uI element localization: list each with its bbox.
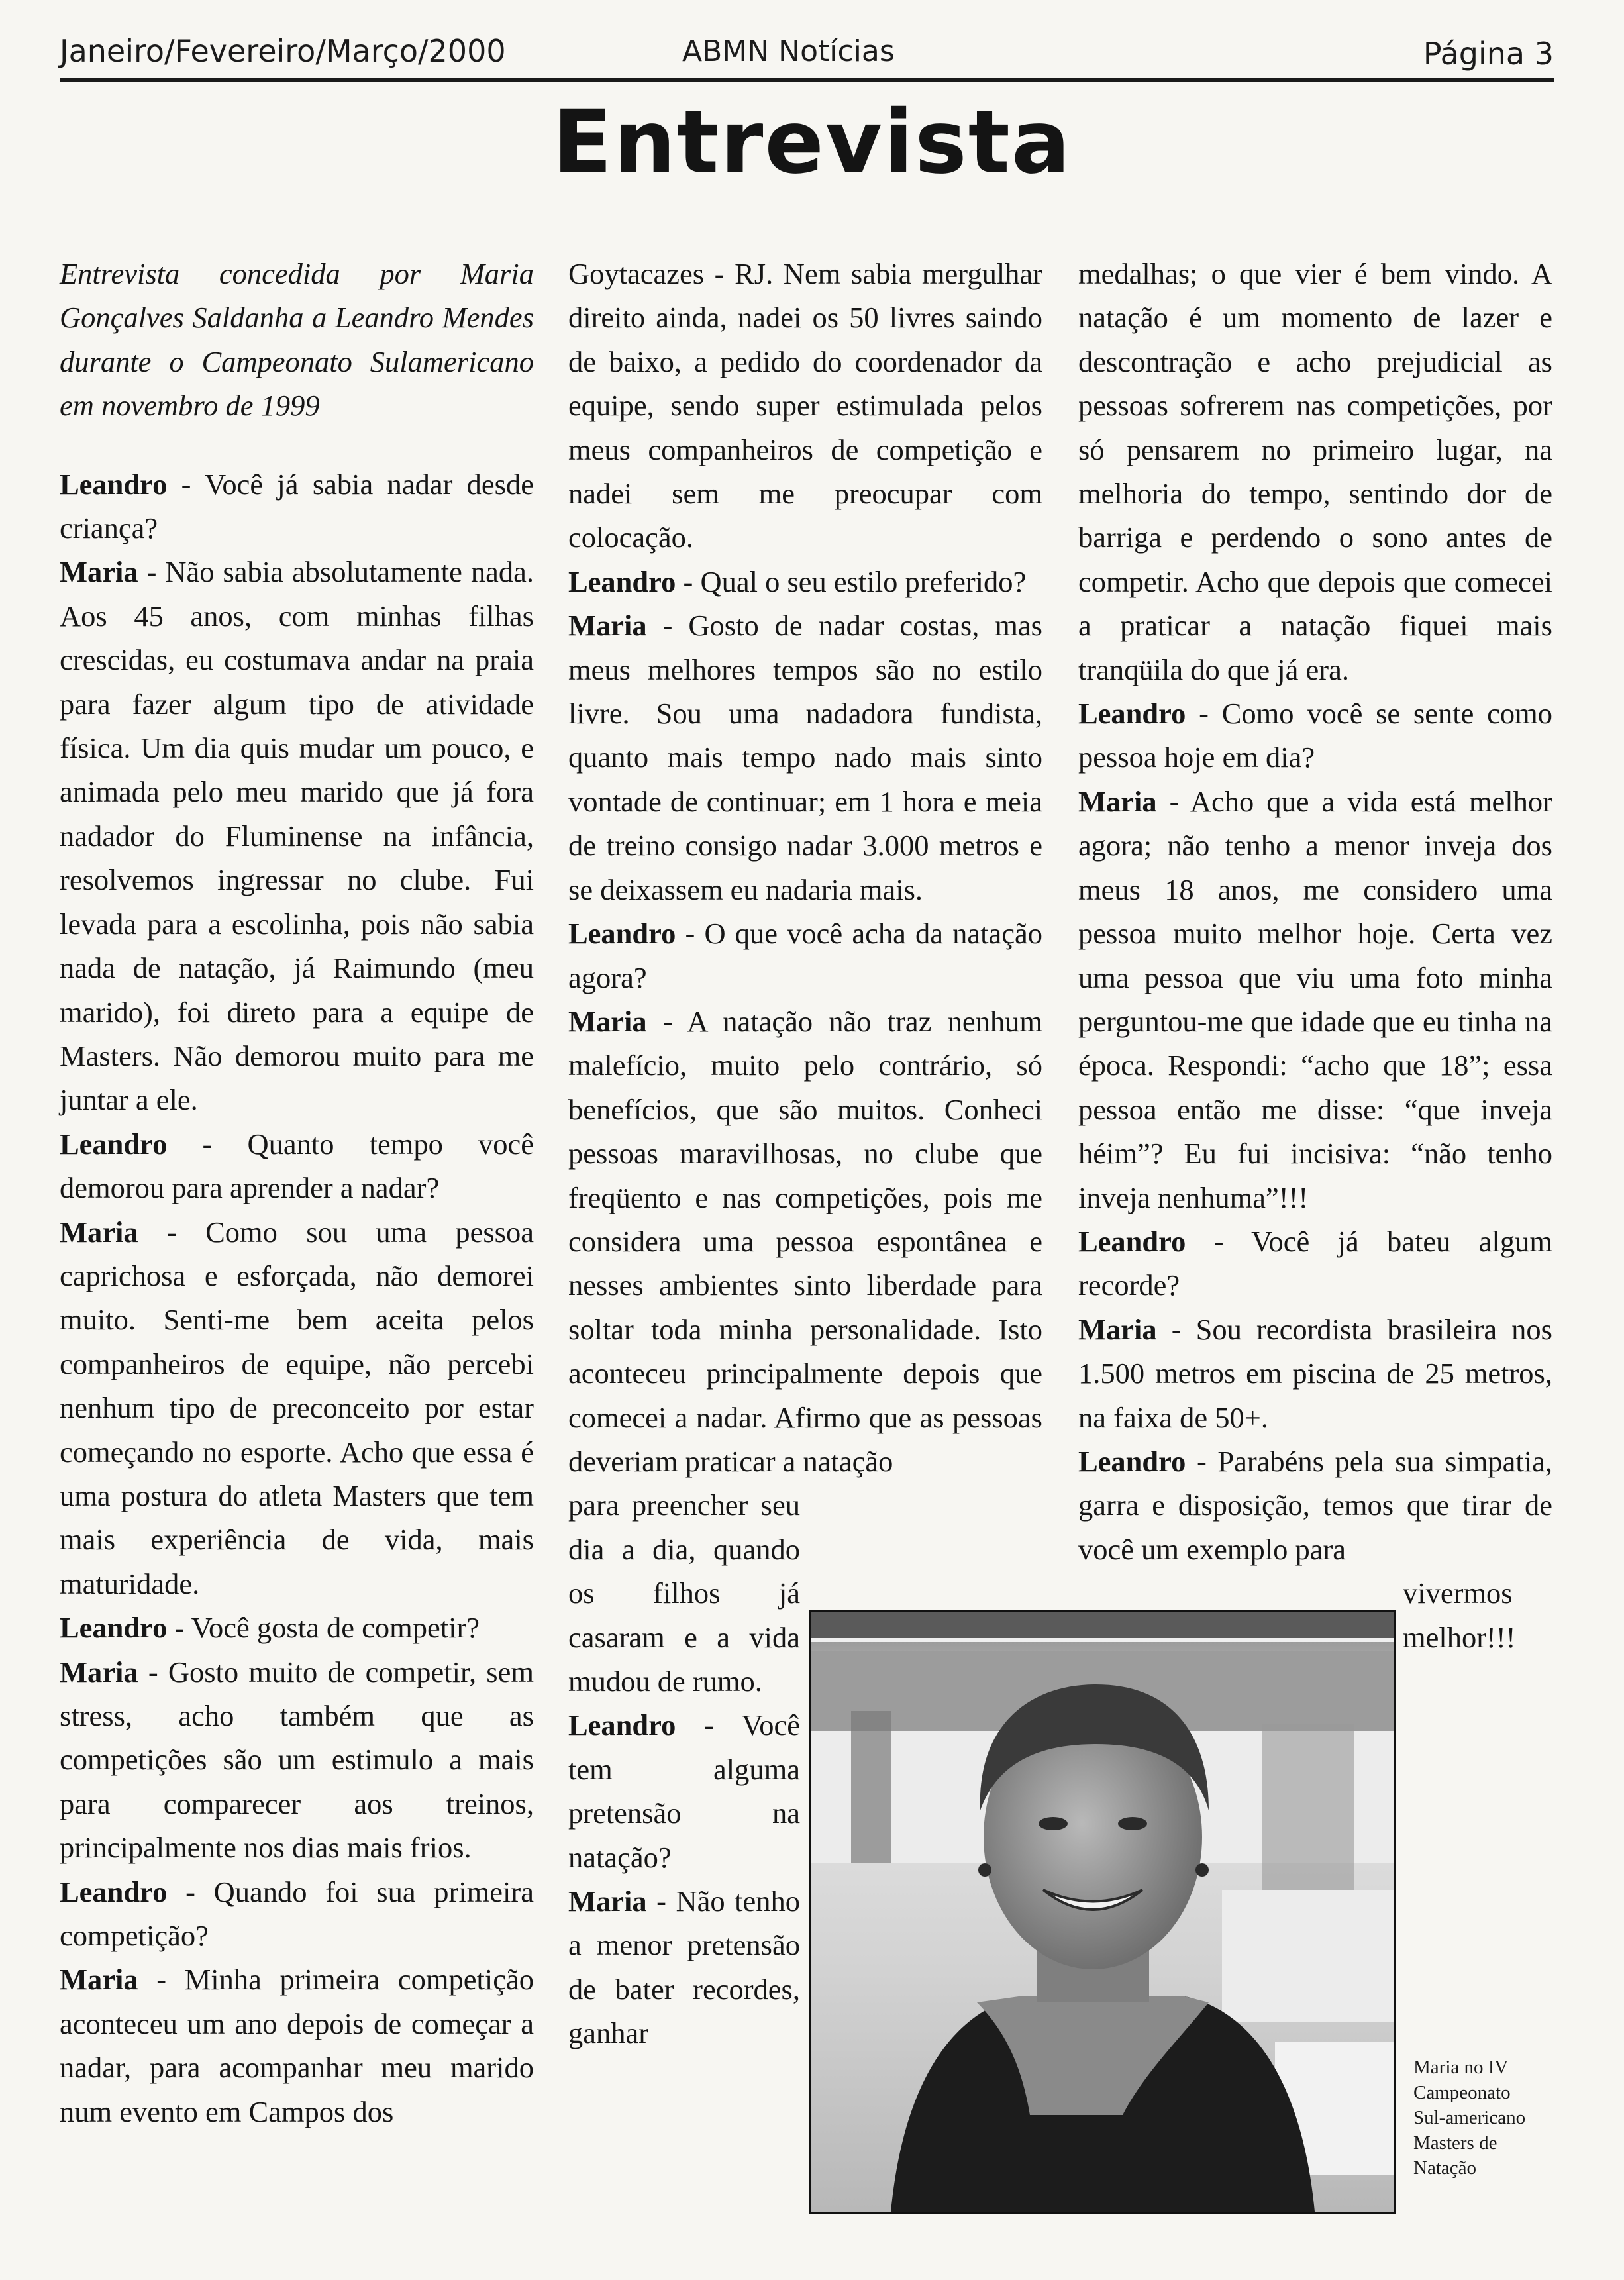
answer-hoje: Maria - Acho que a vida está melhor agora; não tenho a menor inveja dos meus 18 anos, me considero uma pessoa muito melhor hoje. Certa vez uma pessoa que viu uma foto minha perguntou-me que idade que eu tinha na época. Respondi: “acho que 18”; essa pessoa então me disse: “que inveja héim”? Eu fui incisiva: “não tenho inveja nenhuma”!!! [1078, 784, 1552, 1214]
speaker-name: Maria [60, 1215, 138, 1249]
answer-agora-cont: para preencher seu dia a dia, quando os filhos já casaram e a vida mudou de rumo. [568, 1488, 800, 1698]
question-paragraph: Leandro - Você já sabia nadar desde criança? [60, 467, 534, 545]
question-paragraph: Leandro - Quando foi sua primeira competição? [60, 1875, 534, 1953]
page-header [60, 26, 1554, 81]
answer-recorde: Maria - Sou recordista brasileira nos 1.500 metros em piscina de 25 metros, na faixa de 50+. [1078, 1312, 1552, 1434]
answer-pretensao: Maria - Não tenho a menor pretensão de bater recordes, ganhar [568, 1885, 800, 2050]
speaker-name: Maria [60, 1655, 138, 1688]
speaker-name: Leandro [60, 1875, 168, 1908]
speaker-name: Leandro [60, 1127, 168, 1161]
speaker-name: Maria [1078, 784, 1157, 818]
photo-image [811, 1612, 1394, 2212]
question-hoje: Leandro - Como você se sente como pessoa hoje em dia? [1078, 697, 1552, 774]
speaker-name: Maria [60, 555, 138, 589]
speaker-name: Leandro [568, 1708, 676, 1742]
closing-remark-cont: vivermos melhor!!! [1403, 1577, 1516, 1654]
question-pretensao: Leandro - Você tem alguma pretensão na natação? [568, 1708, 800, 1874]
answer-continuation: Goytacazes - RJ. Nem sabia mergulhar direito ainda, nadei os 50 livres saindo de baixo, a pedido do coordenador da equipe, sendo super estimulada pelos meus companheiros de competição e nadei sem me preocupar com colocação. [568, 257, 1042, 554]
header-rule [60, 78, 1554, 82]
column-1 [60, 252, 534, 2134]
speaker-name: Leandro [60, 1611, 168, 1645]
answer-estilo: Maria - Gosto de nadar costas, mas meus melhores tempos são no estilo livre. Sou uma nadadora fundista, quanto mais tempo nado mais sinto vontade de continuar; em 1 hora e meia de treino consigo nadar 3.000 metros e se deixassem eu nadaria mais. [568, 609, 1042, 906]
answer-paragraph: Maria - Minha primeira competição aconteceu um ano depois de começar a nadar, para acompanhar meu marido num evento em Campos dos [60, 1963, 534, 2128]
page-title: Entrevista [552, 91, 1072, 193]
question-agora: Leandro - O que você acha da natação agora? [568, 917, 1042, 994]
answer-paragraph: Maria - Como sou uma pessoa caprichosa e esforçada, não demorei muito. Senti-me bem aceita pelos companheiros de equipe, não percebi nenhum tipo de preconceito por estar começando no esporte. Acho que essa é uma postura do atleta Masters que tem mais experiência de vida, mais maturidade. [60, 1215, 534, 1600]
answer-paragraph: Maria - Gosto muito de competir, sem stress, acho também que as competições são um estimulo a mais para comparecer aos treinos, principalmente nos dias mais frios. [60, 1655, 534, 1865]
question-estilo: Leandro - Qual o seu estilo preferido? [568, 564, 1027, 598]
publication-name: ABMN Notícias [682, 34, 895, 68]
page-number: Página 3 [1423, 36, 1554, 72]
wrapped-text-block [568, 1483, 800, 2055]
speaker-name: Maria [1078, 1312, 1157, 1346]
speaker-name: Maria [568, 1004, 647, 1038]
intro-text: Entrevista concedida por Maria Gonçalves Saldanha a Leandro Mendes durante o Campeonato Sulamericano em novembro de 1999 [60, 257, 534, 423]
issue-date: Janeiro/Fevereiro/Março/2000 [60, 33, 506, 69]
speaker-name: Leandro [568, 917, 676, 951]
answer-agora: Maria - A natação não traz nenhum malefício, muito pelo contrário, só benefícios, que são muitos. Conheci pessoas maravilhosas, no clube que freqüento e nas competições, pois me considera uma pessoa espontânea e nesses ambientes sinto liberdade para soltar toda minha personalidade. Isto aconteceu principalmente depois que comecei a nadar. Afirmo que as pessoas deveriam praticar a natação [568, 1004, 1042, 1478]
speaker-name: Maria [60, 1963, 138, 1996]
speaker-name: Leandro [1078, 1444, 1186, 1478]
speaker-name: Leandro [1078, 1224, 1186, 1258]
question-paragraph: Leandro - Quanto tempo você demorou para aprender a nadar? [60, 1127, 534, 1205]
speaker-name: Leandro [568, 564, 676, 598]
qa-list [60, 462, 534, 2134]
answer-pretensao-cont: medalhas; o que vier é bem vindo. A natação é um momento de lazer e descontração e acho prejudicial as pessoas sofrerem nas competições, por só pensarem no primeiro lugar, na melhoria do tempo, sentindo dor de barriga e perdendo o sono antes de competir. Acho que depois que comecei a praticar a natação fiquei mais tranqüila do que já era. [1078, 257, 1552, 686]
question-paragraph: Leandro - Você gosta de competir? [60, 1611, 480, 1645]
question-recorde: Leandro - Você já bateu algum recorde? [1078, 1224, 1552, 1302]
speaker-name: Leandro [1078, 697, 1186, 731]
speaker-name: Maria [568, 609, 647, 643]
photo-caption: Maria no IV Campeonato Sul-americano Masters de Natação [1413, 2057, 1526, 2179]
column-3 [1078, 252, 1552, 1659]
closing-remark: Leandro - Parabéns pela sua simpatia, garra e disposição, temos que tirar de você um exemplo para [1078, 1444, 1552, 1566]
interview-photo [809, 1610, 1396, 2214]
speaker-name: Maria [568, 1885, 647, 1918]
answer-paragraph: Maria - Não sabia absolutamente nada. Aos 45 anos, com minhas filhas crescidas, eu costumava andar na praia para fazer algum tipo de atividade física. Um dia quis mudar um pouco, e animada pelo meu marido que já fora nadador do Fluminense na infância, resolvemos ingressar no clube. Fui levada para a escolinha, pois não sabia nada de natação, já Raimundo (meu marido), foi direto para a equipe de Masters. Não demorou muito para me juntar a ele. [60, 555, 534, 1117]
speaker-name: Leandro [60, 467, 168, 501]
